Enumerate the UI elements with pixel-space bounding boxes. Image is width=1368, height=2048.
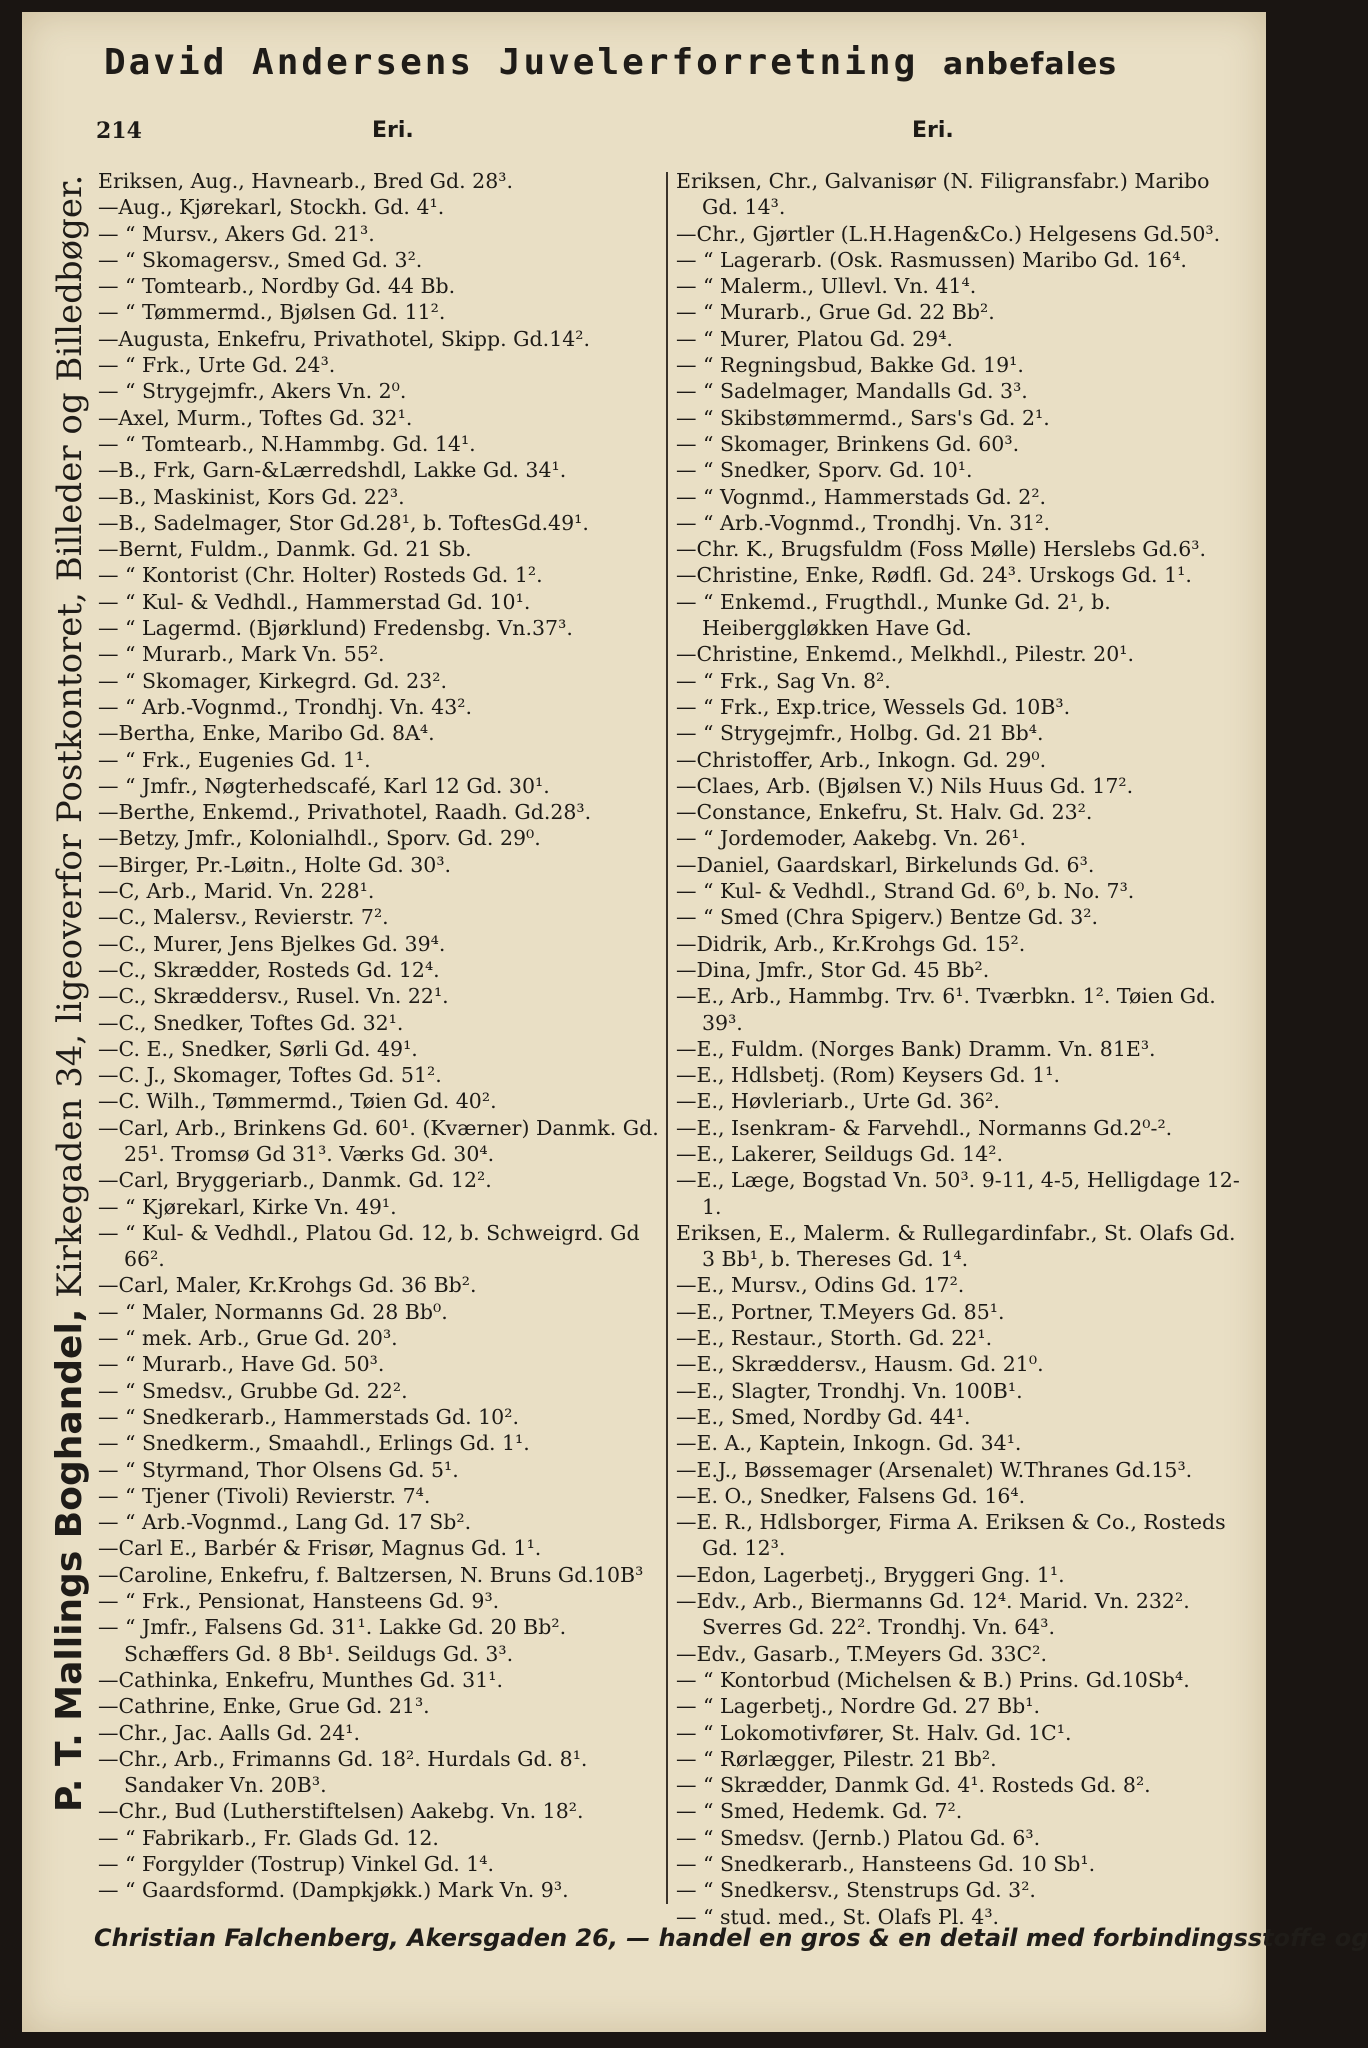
- directory-entry: —E., Arb., Hammbg. Trv. 6¹. Tværbkn. 1². Tøien Gd. 39³.: [676, 984, 1216, 1035]
- directory-entry: —Carl E., Barbér & Frisør, Magnus Gd. 1¹.: [98, 1536, 542, 1561]
- directory-entry: — “ Snedkersv., Stenstrups Gd. 3².: [676, 1878, 1036, 1903]
- directory-entry: — “ Fabrikarb., Fr. Glads Gd. 12.: [98, 1825, 439, 1850]
- right-column: [676, 168, 1248, 1929]
- directory-entry: —E., Smed, Nordby Gd. 44¹.: [676, 1404, 971, 1429]
- banner-main-text: David Andersens Juvelerforretning: [104, 42, 919, 83]
- directory-entry: — “ Murarb., Grue Gd. 22 Bb².: [676, 300, 995, 325]
- side-ad-tail: Billeder og Billedbøger.: [50, 174, 90, 582]
- directory-entry: —Bernt, Fuldm., Danmk. Gd. 21 Sb.: [98, 537, 472, 562]
- directory-entry: — “ Maler, Normanns Gd. 28 Bb⁰.: [98, 1299, 448, 1324]
- directory-entry: — “ Kjørekarl, Kirke Vn. 49¹.: [98, 1194, 397, 1219]
- directory-entry: —Axel, Murm., Toftes Gd. 32¹.: [98, 405, 413, 430]
- directory-entry: — “ Murarb., Have Gd. 50³.: [98, 1352, 385, 1377]
- directory-entry: —Chr., Arb., Frimanns Gd. 18². Hurdals Gd. 8¹. Sandaker Vn. 20B³.: [98, 1746, 588, 1798]
- left-column: [98, 168, 664, 1910]
- directory-entry: — “ Tomtearb., N.Hammbg. Gd. 14¹.: [98, 431, 476, 456]
- directory-entry: — “ Snedkerarb., Hammerstads Gd. 10².: [98, 1404, 519, 1429]
- directory-entry: Eriksen, E., Malerm. & Rullegardinfabr., St. Olafs Gd. 3 Bb¹, b. Thereses Gd. 1⁴.: [676, 1220, 1236, 1272]
- directory-entry: Eriksen, Aug., Havnearb., Bred Gd. 28³.: [98, 169, 514, 193]
- banner-tail-text: anbefales: [942, 47, 1118, 82]
- column-divider: [666, 172, 668, 1904]
- directory-entry: — “ Kontorist (Chr. Holter) Rosteds Gd. 1².: [98, 563, 543, 588]
- directory-entry: —Chr., Jac. Aalls Gd. 24¹.: [98, 1720, 360, 1745]
- directory-entry: — “ Murer, Platou Gd. 29⁴.: [676, 326, 953, 351]
- side-advertisement: [42, 172, 98, 1812]
- page-number: 214: [96, 118, 142, 144]
- directory-entry: — “ Jordemoder, Aakebg. Vn. 26¹.: [676, 826, 1026, 851]
- directory-entry: — “ Strygejmfr., Holbg. Gd. 21 Bb⁴.: [676, 721, 1044, 746]
- running-head-left: Eri.: [372, 118, 414, 143]
- directory-entry: — “ Tjener (Tivoli) Revierstr. 7⁴.: [98, 1483, 431, 1508]
- directory-entry: —E., Fuldm. (Norges Bank) Dramm. Vn. 81E³.: [676, 1036, 1156, 1061]
- directory-entry: — “ Snedkerarb., Hansteens Gd. 10 Sb¹.: [676, 1852, 1096, 1876]
- directory-entry: —Constance, Enkefru, St. Halv. Gd. 23².: [676, 800, 1093, 825]
- directory-entry: — “ Skomager, Kirkegrd. Gd. 23².: [98, 668, 447, 693]
- directory-entry: — “ Smedsv. (Jernb.) Platou Gd. 6³.: [676, 1825, 1041, 1850]
- directory-entry: —E., Isenkram- & Farvehdl., Normanns Gd.2⁰-².: [676, 1115, 1173, 1140]
- directory-page: [22, 12, 1368, 2032]
- directory-entry: — “ Frk., Exp.trice, Wessels Gd. 10B³.: [676, 694, 1071, 719]
- directory-entry: —E. A., Kaptein, Inkogn. Gd. 34¹.: [676, 1431, 1022, 1456]
- directory-entry: — “ Jmfr., Falsens Gd. 31¹. Lakke Gd. 20 Bb². Schæffers Gd. 8 Bb¹. Seildugs Gd. 3³.: [98, 1615, 567, 1666]
- directory-entry: —C, Arb., Marid. Vn. 228¹.: [98, 879, 375, 904]
- directory-entry: — “ Arb.-Vognmd., Trondhj. Vn. 31².: [676, 510, 1050, 535]
- directory-entry: — “ Frk., Urte Gd. 24³.: [98, 353, 336, 378]
- directory-entry: — “ Regningsbud, Bakke Gd. 19¹.: [676, 353, 1024, 378]
- directory-entry: —Birger, Pr.-Løitn., Holte Gd. 30³.: [98, 852, 452, 877]
- directory-entry: —E. R., Hdlsborger, Firma A. Eriksen & Co., Rosteds Gd. 12³.: [676, 1510, 1226, 1561]
- directory-entry: —Edv., Arb., Biermanns Gd. 12⁴. Marid. Vn. 232². Sverres Gd. 22². Trondhj. Vn. 64³.: [676, 1589, 1190, 1640]
- directory-entry: — “ Lokomotivfører, St. Halv. Gd. 1C¹.: [676, 1720, 1072, 1745]
- directory-entry: — “ Kul- & Vedhdl., Platou Gd. 12, b. Schweigrd. Gd 66².: [98, 1220, 640, 1272]
- directory-entry: — “ Smedsv., Grubbe Gd. 22².: [98, 1378, 408, 1403]
- directory-entry: — “ Gaardsformd. (Dampkjøkk.) Mark Vn. 9³.: [98, 1878, 569, 1903]
- directory-entry: —Betzy, Jmfr., Kolonialhdl., Sporv. Gd. 29⁰.: [98, 826, 541, 851]
- directory-entry: —C., Murer, Jens Bjelkes Gd. 39⁴.: [98, 931, 446, 956]
- directory-entry: —C. Wilh., Tømmermd., Tøien Gd. 40².: [98, 1089, 497, 1114]
- directory-entry: —Caroline, Enkefru, f. Baltzersen, N. Bruns Gd.10B³: [98, 1562, 644, 1587]
- directory-entry: —Christoffer, Arb., Inkogn. Gd. 29⁰.: [676, 747, 1047, 772]
- directory-entry: —Daniel, Gaardskarl, Birkelunds Gd. 6³.: [676, 852, 1095, 877]
- directory-entry: — “ Frk., Sag Vn. 8².: [676, 668, 891, 693]
- directory-entry: —Bertha, Enke, Maribo Gd. 8A⁴.: [98, 721, 435, 746]
- directory-entry: —Carl, Bryggeriarb., Danmk. Gd. 12².: [98, 1168, 492, 1193]
- directory-entry: —C., Snedker, Toftes Gd. 32¹.: [98, 1010, 404, 1035]
- directory-entry: — “ stud. med., St. Olafs Pl. 4³.: [676, 1904, 1000, 1929]
- directory-entry: —C. J., Skomager, Toftes Gd. 51².: [98, 1063, 442, 1088]
- directory-entry: —Berthe, Enkemd., Privathotel, Raadh. Gd.28³.: [98, 800, 592, 825]
- directory-entry: —Christine, Enkemd., Melkhdl., Pilestr. 20¹.: [676, 642, 1134, 667]
- directory-entry: —E., Restaur., Storth. Gd. 22¹.: [676, 1326, 993, 1351]
- directory-entry: — “ Kul- & Vedhdl., Strand Gd. 6⁰, b. No. 7³.: [676, 879, 1135, 904]
- directory-entry: —E., Skræddersv., Hausm. Gd. 21⁰.: [676, 1352, 1044, 1377]
- directory-entry: —Carl, Maler, Kr.Krohgs Gd. 36 Bb².: [98, 1273, 477, 1298]
- directory-entry: —Augusta, Enkefru, Privathotel, Skipp. Gd.14².: [98, 326, 591, 351]
- directory-entry: — “ Jmfr., Nøgterhedscafé, Karl 12 Gd. 30¹.: [98, 773, 550, 798]
- directory-entry: —Chr. K., Brugsfuldm (Foss Mølle) Herslebs Gd.6³.: [676, 537, 1207, 562]
- directory-entry: — “ Skomager, Brinkens Gd. 60³.: [676, 431, 1020, 456]
- directory-entry: — “ Tomtearb., Nordby Gd. 44 Bb.: [98, 274, 456, 299]
- directory-entry: —Dina, Jmfr., Stor Gd. 45 Bb².: [676, 957, 990, 982]
- directory-entry: —B., Sadelmager, Stor Gd.28¹, b. ToftesGd.49¹.: [98, 510, 589, 535]
- directory-entry: —Carl, Arb., Brinkens Gd. 60¹. (Kværner) Danmk. Gd. 25¹. Tromsø Gd 31³. Værks Gd. 30⁴.: [98, 1115, 659, 1166]
- directory-entry: —Cathinka, Enkefru, Munthes Gd. 31¹.: [98, 1667, 503, 1692]
- directory-entry: —C., Malersv., Revierstr. 7².: [98, 905, 389, 930]
- directory-entry: — “ Murarb., Mark Vn. 55².: [98, 642, 385, 667]
- directory-entry: —E., Lakerer, Seildugs Gd. 14².: [676, 1141, 1004, 1166]
- directory-entry: — “ mek. Arb., Grue Gd. 20³.: [98, 1326, 398, 1351]
- directory-entry: —Didrik, Arb., Kr.Krohgs Gd. 15².: [676, 931, 1026, 956]
- directory-entry: — “ Lagerarb. (Osk. Rasmussen) Maribo Gd. 16⁴.: [676, 247, 1187, 272]
- directory-entry: — “ Arb.-Vognmd., Trondhj. Vn. 43².: [98, 694, 472, 719]
- directory-entry: — “ Forgylder (Tostrup) Vinkel Gd. 1⁴.: [98, 1852, 495, 1876]
- directory-entry: — “ Lagerbetj., Nordre Gd. 27 Bb¹.: [676, 1694, 1041, 1719]
- directory-entry: — “ Smed (Chra Spigerv.) Bentze Gd. 3².: [676, 905, 1099, 930]
- directory-entry: —Edon, Lagerbetj., Bryggeri Gng. 1¹.: [676, 1562, 1065, 1587]
- directory-entry: —Claes, Arb. (Bjølsen V.) Nils Huus Gd. 17².: [676, 773, 1134, 798]
- side-ad-shop-name: P. T. Mallings Boghandel,: [49, 1308, 90, 1812]
- directory-entry: —E. O., Snedker, Falsens Gd. 16⁴.: [676, 1483, 1026, 1508]
- directory-entry: —E.J., Bøssemager (Arsenalet) W.Thranes Gd.15³.: [676, 1457, 1193, 1482]
- directory-entry: — “ Frk., Eugenies Gd. 1¹.: [98, 747, 371, 772]
- directory-entry: — “ Kontorbud (Michelsen & B.) Prins. Gd.10Sb⁴.: [676, 1667, 1190, 1692]
- directory-entry: — “ Kul- & Vedhdl., Hammerstad Gd. 10¹.: [98, 589, 531, 614]
- directory-entry: —B., Frk, Garn-&Lærredshdl, Lakke Gd. 34¹.: [98, 458, 567, 483]
- directory-entry: — “ Sadelmager, Mandalls Gd. 3³.: [676, 379, 1028, 404]
- directory-entry: — “ Vognmd., Hammerstads Gd. 2².: [676, 484, 1047, 509]
- directory-entry: —Chr., Gjørtler (L.H.Hagen&Co.) Helgesens Gd.50³.: [676, 221, 1221, 246]
- side-ad-address: Kirkegaden 34, ligeoverfor Postkontoret,: [50, 592, 90, 1298]
- directory-entry: — “ Rørlægger, Pilestr. 21 Bb².: [676, 1746, 997, 1771]
- directory-entry: — “ Mursv., Akers Gd. 21³.: [98, 221, 375, 246]
- directory-entry: — “ Strygejmfr., Akers Vn. 2⁰.: [98, 379, 407, 404]
- directory-entry: — “ Snedker, Sporv. Gd. 10¹.: [676, 458, 973, 483]
- directory-entry: —Edv., Gasarb., T.Meyers Gd. 33C².: [676, 1641, 1047, 1666]
- directory-entry: — “ Skibstømmermd., Sars's Gd. 2¹.: [676, 405, 1050, 430]
- directory-entry: — “ Frk., Pensionat, Hansteens Gd. 9³.: [98, 1589, 500, 1614]
- directory-entry: — “ Styrmand, Thor Olsens Gd. 5¹.: [98, 1457, 459, 1482]
- directory-entry: — “ Arb.-Vognmd., Lang Gd. 17 Sb².: [98, 1510, 472, 1535]
- directory-entry: — “ Snedkerm., Smaahdl., Erlings Gd. 1¹.: [98, 1431, 530, 1456]
- directory-entry: —E., Slagter, Trondhj. Vn. 100B¹.: [676, 1378, 1023, 1403]
- running-head-right: Eri.: [912, 118, 954, 143]
- top-advertisement-banner: [104, 42, 1204, 83]
- directory-entry: —C., Skrædder, Rosteds Gd. 12⁴.: [98, 957, 440, 982]
- directory-entry: — “ Skrædder, Danmk Gd. 4¹. Rosteds Gd. 8².: [676, 1773, 1151, 1798]
- directory-entry: —E., Portner, T.Meyers Gd. 85¹.: [676, 1299, 1005, 1324]
- directory-entry: —E., Hdlsbetj. (Rom) Keysers Gd. 1¹.: [676, 1063, 1060, 1088]
- directory-entry: —Cathrine, Enke, Grue Gd. 21³.: [98, 1694, 430, 1719]
- directory-entry: —Chr., Bud (Lutherstiftelsen) Aakebg. Vn. 18².: [98, 1799, 584, 1824]
- directory-entry: —Aug., Kjørekarl, Stockh. Gd. 4¹.: [98, 195, 445, 220]
- directory-entry: Eriksen, Chr., Galvanisør (N. Filigransfabr.) Maribo Gd. 14³.: [676, 169, 1210, 220]
- directory-entry: —C. E., Snedker, Sørli Gd. 49¹.: [98, 1036, 418, 1061]
- directory-entry: —B., Maskinist, Kors Gd. 22³.: [98, 484, 405, 509]
- directory-entry: —Christine, Enke, Rødfl. Gd. 24³. Urskogs Gd. 1¹.: [676, 563, 1192, 588]
- directory-entry: — “ Enkemd., Frugthdl., Munke Gd. 2¹, b. Heiberggløkken Have Gd.: [676, 589, 1111, 641]
- directory-entry: —E., Mursv., Odins Gd. 17².: [676, 1273, 965, 1298]
- directory-entry: —E., Læge, Bogstad Vn. 50³. 9-11, 4-5, Helligdage 12-1.: [676, 1168, 1240, 1219]
- directory-entry: — “ Skomagersv., Smed Gd. 3².: [98, 247, 423, 272]
- directory-entry: — “ Lagermd. (Bjørklund) Fredensbg. Vn.37³.: [98, 616, 573, 641]
- directory-entry: —C., Skræddersv., Rusel. Vn. 22¹.: [98, 984, 449, 1009]
- directory-entry: — “ Tømmermd., Bjølsen Gd. 11².: [98, 300, 446, 325]
- directory-entry: — “ Malerm., Ullevl. Vn. 41⁴.: [676, 274, 977, 299]
- directory-entry: — “ Smed, Hedemk. Gd. 7².: [676, 1799, 963, 1824]
- directory-entry: —E., Høvleriarb., Urte Gd. 36².: [676, 1089, 1000, 1114]
- bottom-advertisement: Christian Falchenberg, Akersgaden 26, — handel en gros & en detail med forbindingsstoffe og: [94, 1924, 1368, 1952]
